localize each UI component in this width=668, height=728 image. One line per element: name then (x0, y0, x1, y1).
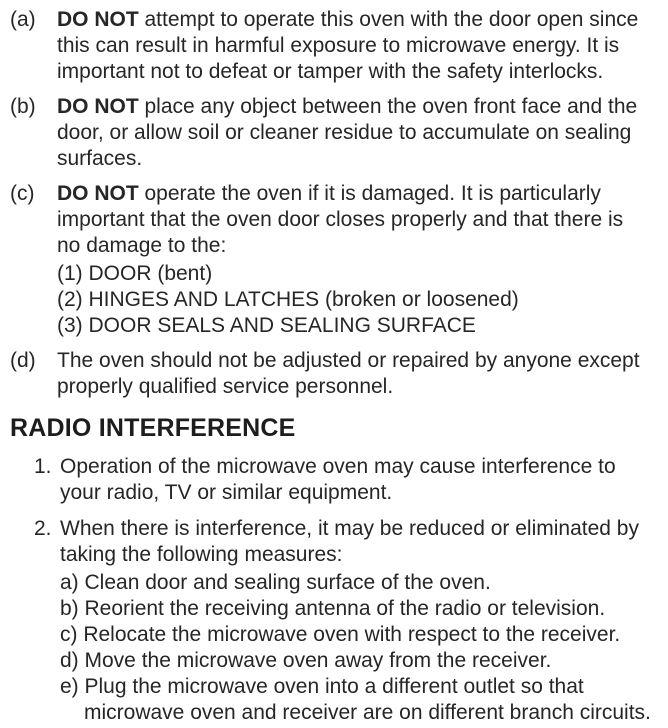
measures-sub-list (60, 570, 658, 726)
item-text-c: operate the oven if it is damaged. It is particularly important that the oven door closes properly and that there is no damage to the: (57, 182, 624, 257)
item-body-a (57, 7, 649, 85)
radio-item-1-text: Operation of the microwave oven may cause interference to your radio, TV or similar equipment. (60, 455, 616, 504)
item-body-b (57, 94, 649, 172)
item-paragraph-a (57, 7, 649, 85)
radio-item-2-text: When there is interference, it may be reduced or eliminated by taking the following measures: (60, 517, 639, 566)
measure-sub-item-a: a) Clean door and sealing surface of the oven. (60, 571, 491, 594)
measure-sub-item-e: e) Plug the microwave oven into a different outlet so that microwave oven and receiver are on different branch circuits. (60, 675, 651, 724)
measure-sub-item-d: d) Move the microwave oven away from the receiver. (60, 649, 552, 672)
damage-sub-list (57, 261, 649, 339)
radio-item-2-body (60, 516, 658, 726)
item-marker-d: (d) (10, 349, 36, 372)
item-paragraph-c (57, 181, 649, 259)
damage-sub-item-1: (1) DOOR (bent) (57, 262, 213, 285)
measure-sub-item-b: b) Reorient the receiving antenna of the radio or television. (60, 597, 606, 620)
item-text-d: The oven should not be adjusted or repaired by anyone except properly qualified service personnel. (57, 349, 640, 398)
safety-item-a (10, 7, 668, 85)
radio-item-1 (10, 454, 668, 506)
safety-item-d (10, 348, 668, 400)
item-marker-b: (b) (10, 95, 36, 118)
radio-item-1-marker: 1. (34, 455, 52, 478)
item-paragraph-d (57, 348, 649, 400)
item-body-c (57, 181, 649, 339)
item-text-a: attempt to operate this oven with the door open since this can result in harmful exposure to microwave energy. It is important not to defeat or tamper with the safety interlocks. (57, 8, 639, 83)
measure-sub-item-c: c) Relocate the microwave oven with respect to the receiver. (60, 623, 621, 646)
do-not-emphasis-c: DO NOT (57, 182, 139, 205)
radio-interference-heading: RADIO INTERFERENCE (10, 414, 296, 442)
radio-item-2 (10, 516, 668, 726)
do-not-emphasis-a: DO NOT (57, 8, 139, 31)
safety-item-c (10, 181, 668, 339)
item-marker-c: (c) (10, 182, 35, 205)
item-marker-a: (a) (10, 8, 36, 31)
item-text-b: place any object between the oven front face and the door, or allow soil or cleaner residue to accumulate on sealing surfaces. (57, 95, 638, 170)
safety-warnings-section (10, 7, 668, 400)
radio-item-1-body (60, 454, 658, 506)
radio-interference-section (10, 413, 668, 726)
item-paragraph-b (57, 94, 649, 172)
damage-sub-item-2: (2) HINGES AND LATCHES (broken or loosened) (57, 288, 519, 311)
radio-item-2-marker: 2. (34, 517, 52, 540)
do-not-emphasis-b: DO NOT (57, 95, 139, 118)
safety-item-b (10, 94, 668, 172)
damage-sub-item-3: (3) DOOR SEALS AND SEALING SURFACE (57, 314, 476, 337)
item-body-d (57, 348, 649, 400)
